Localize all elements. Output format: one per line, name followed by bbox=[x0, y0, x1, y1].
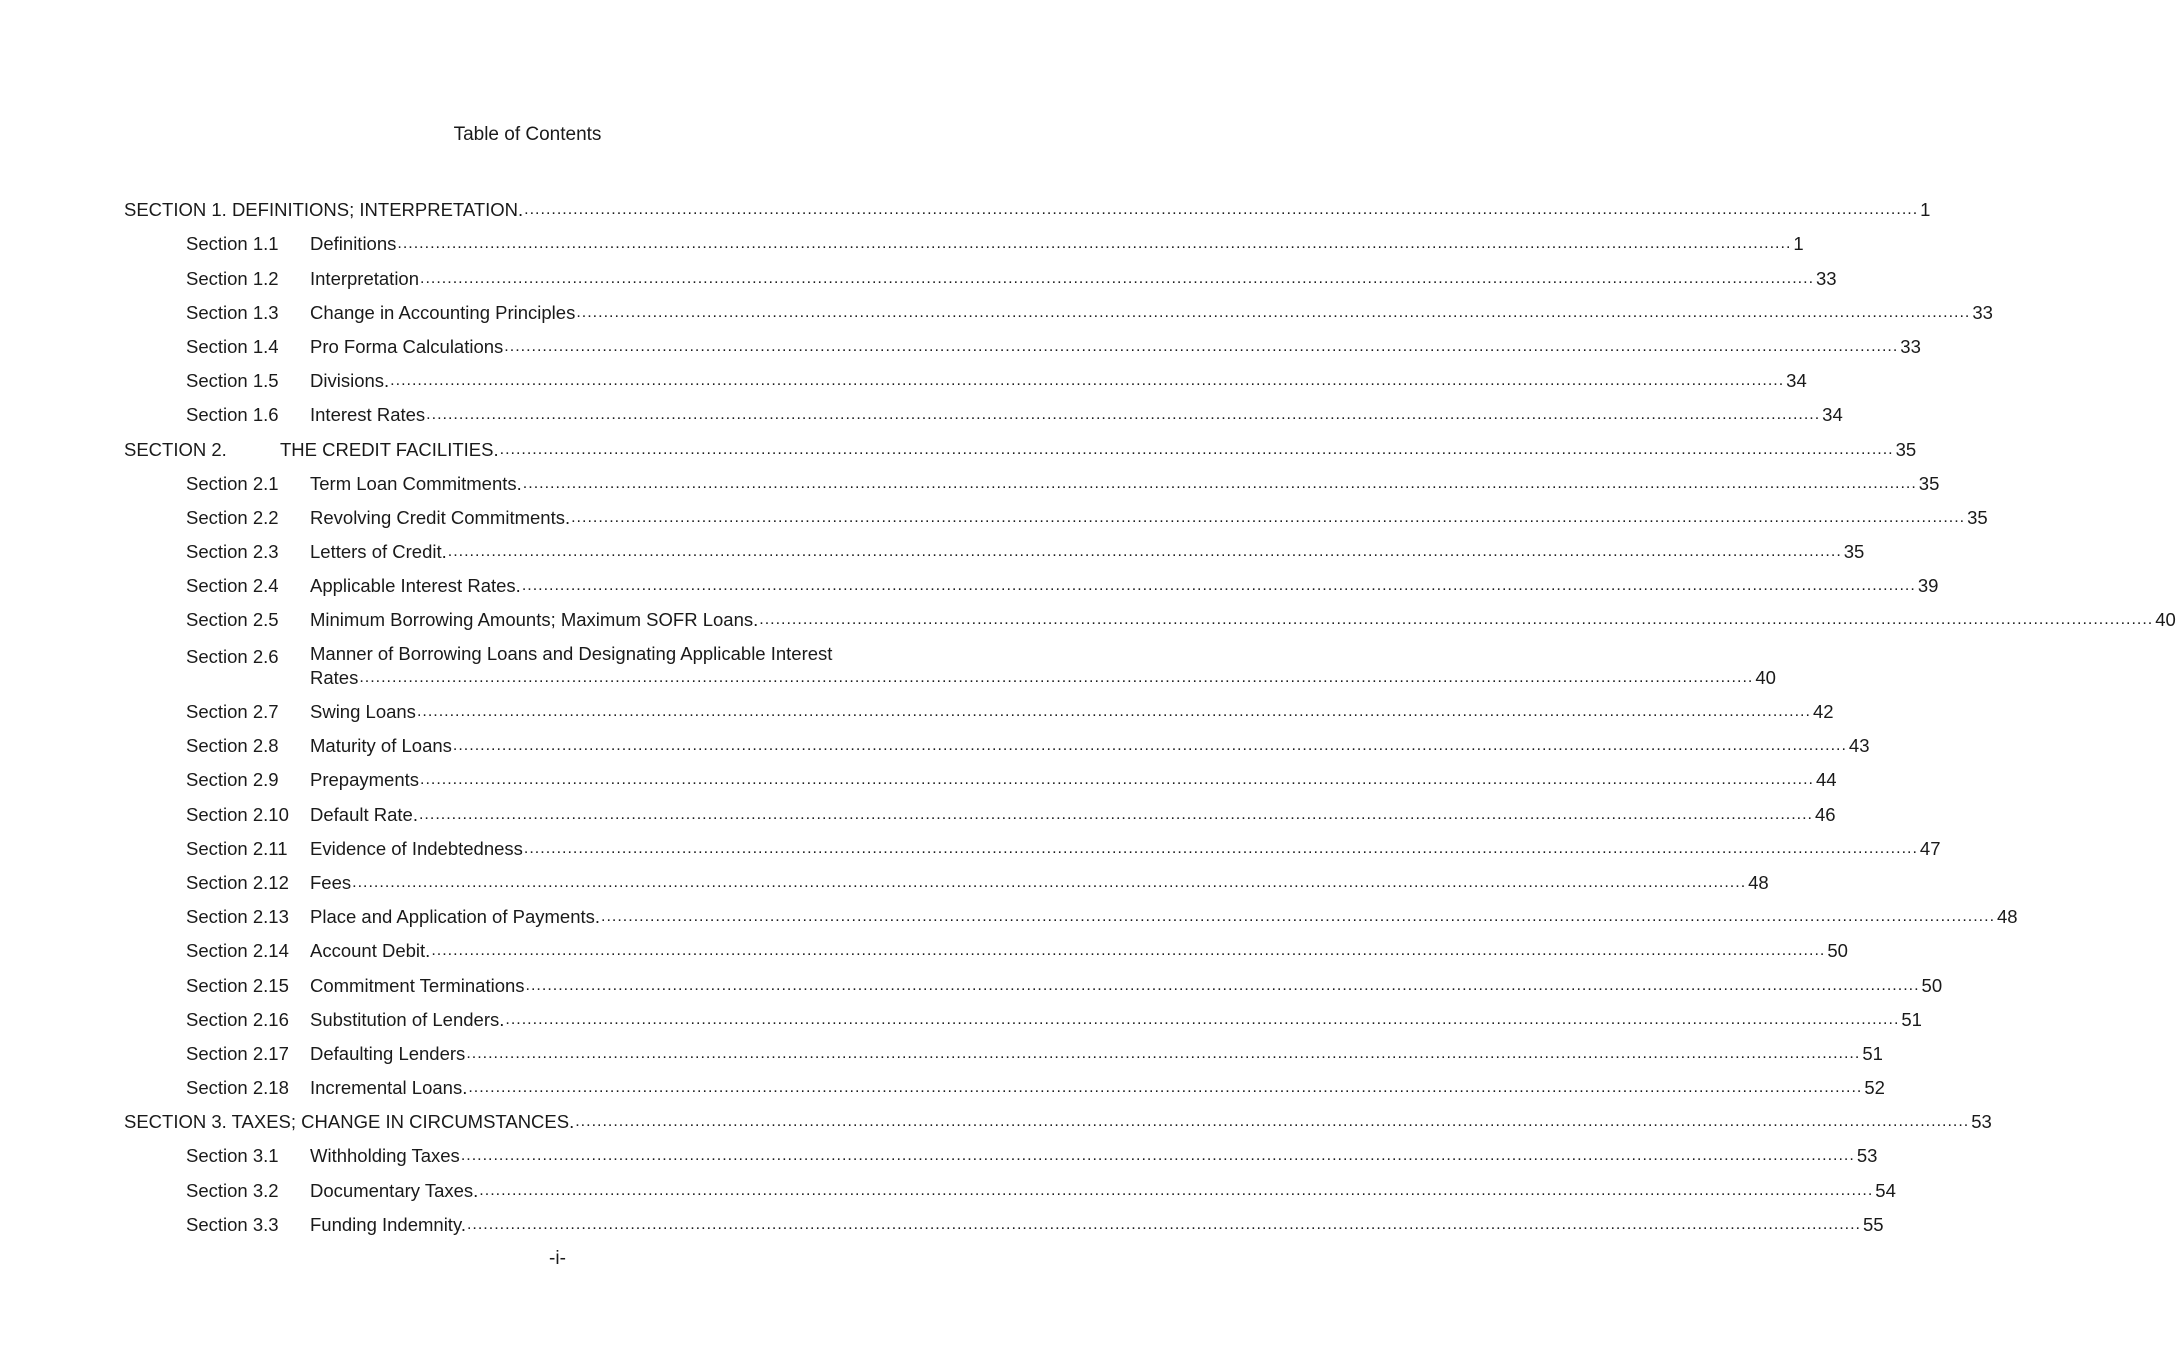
toc-section-number: Section 1.2 bbox=[186, 267, 279, 289]
toc-entry-section-3[interactable] bbox=[124, 1102, 1992, 1136]
toc-page-number: 35 bbox=[1918, 472, 1940, 494]
toc-entry-section-1-6[interactable] bbox=[124, 395, 1843, 429]
toc-entry-label: SECTION 1. DEFINITIONS; INTERPRETATION. bbox=[124, 199, 524, 221]
toc-entry-section-2-6[interactable] bbox=[124, 634, 1776, 691]
toc-section-number: Section 1.3 bbox=[186, 301, 279, 323]
toc-section-title: Prepayments bbox=[310, 769, 419, 791]
toc-entry-section-2-14[interactable] bbox=[124, 931, 1848, 965]
toc-entry-section-2-10[interactable] bbox=[124, 794, 1836, 828]
page-footer-number: -i- bbox=[549, 1248, 566, 1269]
toc-entry-section-1-3[interactable] bbox=[124, 293, 1993, 327]
toc-entry-section-2-9[interactable] bbox=[124, 760, 1837, 794]
dot-leader bbox=[467, 1214, 1861, 1236]
dot-leader bbox=[479, 1180, 1873, 1202]
toc-page-number: 40 bbox=[2155, 609, 2176, 631]
toc-section-title-line-2: Rates bbox=[310, 666, 359, 688]
dot-leader bbox=[420, 769, 1814, 791]
toc-section-number: Section 1.6 bbox=[186, 404, 279, 426]
toc-entry-section-2-16[interactable] bbox=[124, 1000, 1922, 1034]
toc-entry-section-1-5[interactable] bbox=[124, 361, 1807, 395]
toc-entry-section-2-17[interactable] bbox=[124, 1034, 1883, 1068]
toc-section-title: Revolving Credit Commitments. bbox=[310, 506, 571, 528]
toc-section-number: Section 2.16 bbox=[186, 1008, 289, 1030]
toc-section-number: Section 2.18 bbox=[186, 1077, 289, 1099]
dot-leader bbox=[352, 872, 1746, 894]
toc-page-number: 43 bbox=[1848, 735, 1870, 757]
dot-leader bbox=[453, 735, 1847, 757]
toc-section-title: Letters of Credit. bbox=[310, 541, 447, 563]
toc-entry-section-2-7[interactable] bbox=[124, 692, 1834, 726]
dot-leader bbox=[523, 473, 1917, 495]
toc-page-number: 34 bbox=[1822, 404, 1843, 426]
toc-section-title: Interpretation bbox=[310, 267, 420, 289]
toc-entry-section-2-5[interactable] bbox=[124, 600, 2176, 634]
dot-leader bbox=[505, 1009, 1899, 1031]
toc-page-number: 33 bbox=[1816, 267, 1837, 289]
toc-section-title: Pro Forma Calculations bbox=[310, 335, 504, 357]
toc-section-number: Section 2.17 bbox=[186, 1042, 289, 1064]
toc-section-number: Section 2.7 bbox=[186, 701, 279, 723]
toc-page-number: 48 bbox=[1997, 906, 2018, 928]
dot-leader bbox=[522, 575, 1916, 597]
toc-page-number: 54 bbox=[1875, 1179, 1896, 1201]
toc-page-number: 50 bbox=[1921, 974, 1943, 996]
toc-section-title: Term Loan Commitments. bbox=[310, 472, 522, 494]
toc-section-number: Section 2.9 bbox=[186, 769, 279, 791]
toc-page-number: 50 bbox=[1827, 940, 1848, 962]
toc-section-title: Change in Accounting Principles bbox=[310, 301, 576, 323]
dot-leader bbox=[504, 336, 1898, 358]
dot-leader bbox=[417, 701, 1811, 723]
toc-entry-section-2-1[interactable] bbox=[124, 464, 1940, 498]
toc-page-number: 51 bbox=[1901, 1008, 1922, 1030]
toc-entry-section-3-3[interactable] bbox=[124, 1205, 1884, 1239]
toc-page-number: 47 bbox=[1919, 837, 1941, 859]
toc-page-number: 51 bbox=[1862, 1042, 1883, 1064]
toc-page-number: 1 bbox=[1920, 199, 1931, 221]
toc-section-title: Default Rate. bbox=[310, 803, 418, 825]
table-of-contents bbox=[124, 190, 2176, 1239]
toc-section-number: Section 2.10 bbox=[186, 803, 289, 825]
dot-leader bbox=[420, 268, 1814, 290]
toc-section-number: Section 2.11 bbox=[186, 837, 288, 859]
dot-leader bbox=[359, 667, 1753, 689]
toc-page-number: 33 bbox=[1972, 301, 1993, 323]
toc-section-number: Section 2.14 bbox=[186, 940, 289, 962]
dot-leader bbox=[466, 1043, 1860, 1065]
toc-section-number: Section 2.2 bbox=[186, 506, 279, 528]
dot-leader bbox=[575, 1111, 1969, 1133]
toc-section-title: Divisions. bbox=[310, 370, 390, 392]
toc-section-number: Section 2.4 bbox=[186, 575, 279, 597]
toc-section-number: Section 3.2 bbox=[186, 1179, 279, 1201]
toc-section-number: Section 1.1 bbox=[186, 233, 279, 255]
toc-page-number: 53 bbox=[1856, 1145, 1878, 1167]
dot-leader bbox=[390, 370, 1784, 392]
toc-section-number: SECTION 2. bbox=[124, 438, 227, 460]
toc-entry-section-3-2[interactable] bbox=[124, 1170, 1896, 1204]
toc-entry-section-2-15[interactable] bbox=[124, 965, 1943, 999]
toc-section-title: Maturity of Loans bbox=[310, 735, 452, 757]
toc-section-number: Section 2.6 bbox=[186, 646, 279, 668]
toc-section-title: Documentary Taxes. bbox=[310, 1179, 479, 1201]
toc-section-title: Place and Application of Payments. bbox=[310, 906, 601, 928]
toc-entry-section-2-18[interactable] bbox=[124, 1068, 1885, 1102]
toc-page-number: 44 bbox=[1816, 769, 1837, 791]
dot-leader bbox=[448, 541, 1842, 563]
toc-page-number: 33 bbox=[1900, 335, 1921, 357]
toc-section-title: Applicable Interest Rates. bbox=[310, 575, 521, 597]
toc-page-number: 48 bbox=[1748, 871, 1769, 893]
toc-section-number: Section 3.1 bbox=[186, 1145, 279, 1167]
dot-leader bbox=[397, 233, 1791, 255]
toc-entry-section-3-1[interactable] bbox=[124, 1136, 1878, 1170]
toc-section-title: Incremental Loans. bbox=[310, 1077, 468, 1099]
dot-leader bbox=[524, 199, 1918, 221]
page-title: Table of Contents bbox=[453, 124, 602, 145]
toc-section-title: Evidence of Indebtedness bbox=[310, 837, 523, 859]
toc-entry-section-1-4[interactable] bbox=[124, 327, 1921, 361]
toc-section-number: Section 2.5 bbox=[186, 609, 279, 631]
toc-entry-section-2-11[interactable] bbox=[124, 829, 1941, 863]
toc-section-number: Section 1.4 bbox=[186, 335, 279, 357]
toc-entry-label: SECTION 3. TAXES; CHANGE IN CIRCUMSTANCES. bbox=[124, 1111, 575, 1133]
toc-section-title: Swing Loans bbox=[310, 701, 416, 723]
toc-page-number: 39 bbox=[1917, 575, 1939, 597]
toc-section-title: Fees bbox=[310, 871, 352, 893]
dot-leader bbox=[431, 940, 1825, 962]
toc-page-number: 55 bbox=[1862, 1213, 1884, 1235]
toc-section-title: THE CREDIT FACILITIES. bbox=[280, 438, 499, 460]
dot-leader bbox=[461, 1145, 1855, 1167]
toc-entry-section-2-2[interactable] bbox=[124, 498, 1988, 532]
toc-entry-section-1[interactable] bbox=[124, 190, 1931, 224]
toc-section-number: Section 2.12 bbox=[186, 871, 289, 893]
dot-leader bbox=[419, 804, 1813, 826]
toc-section-number: Section 2.1 bbox=[186, 472, 279, 494]
toc-page-number: 42 bbox=[1812, 701, 1834, 723]
toc-entry-section-2-12[interactable] bbox=[124, 863, 1769, 897]
toc-section-number: Section 2.13 bbox=[186, 906, 289, 928]
toc-page-number: 52 bbox=[1864, 1077, 1885, 1099]
dot-leader bbox=[524, 838, 1918, 860]
toc-section-title: Minimum Borrowing Amounts; Maximum SOFR Loans. bbox=[310, 609, 759, 631]
toc-section-number: Section 2.3 bbox=[186, 541, 279, 563]
dot-leader bbox=[426, 404, 1820, 426]
toc-page-number: 53 bbox=[1971, 1111, 1992, 1133]
dot-leader bbox=[526, 975, 1920, 997]
toc-entry-section-2-3[interactable] bbox=[124, 532, 1865, 566]
toc-section-title-line-1: Manner of Borrowing Loans and Designating Applicable Interest bbox=[310, 642, 833, 664]
toc-section-title: Substitution of Lenders. bbox=[310, 1008, 505, 1030]
toc-entry-section-1-1[interactable] bbox=[124, 224, 1804, 258]
toc-section-number: Section 2.15 bbox=[186, 974, 289, 996]
toc-page-number: 35 bbox=[1967, 506, 1988, 528]
toc-section-number: Section 2.8 bbox=[186, 735, 279, 757]
toc-section-number: Section 1.5 bbox=[186, 370, 279, 392]
dot-leader bbox=[468, 1077, 1862, 1099]
dot-leader bbox=[576, 302, 1970, 324]
toc-section-number: Section 3.3 bbox=[186, 1213, 279, 1235]
toc-page-number: 34 bbox=[1786, 370, 1807, 392]
dot-leader bbox=[571, 507, 1965, 529]
toc-page-number: 46 bbox=[1814, 803, 1836, 825]
toc-section-title: Commitment Terminations bbox=[310, 974, 525, 996]
toc-section-title: Withholding Taxes bbox=[310, 1145, 460, 1167]
toc-entry-section-2-13[interactable] bbox=[124, 897, 2018, 931]
toc-page-number: 1 bbox=[1793, 233, 1804, 255]
toc-page-number: 40 bbox=[1755, 666, 1776, 688]
toc-entry-section-2-4[interactable] bbox=[124, 566, 1939, 600]
toc-section-title: Definitions bbox=[310, 233, 397, 255]
toc-entry-section-2-8[interactable] bbox=[124, 726, 1870, 760]
toc-page-number: 35 bbox=[1843, 541, 1865, 563]
toc-section-title: Defaulting Lenders bbox=[310, 1042, 466, 1064]
toc-page-number: 35 bbox=[1895, 438, 1917, 460]
toc-entry-section-1-2[interactable] bbox=[124, 258, 1837, 292]
dot-leader bbox=[601, 906, 1995, 928]
dot-leader bbox=[759, 609, 2153, 631]
toc-section-title: Funding Indemnity. bbox=[310, 1213, 466, 1235]
toc-section-title: Account Debit. bbox=[310, 940, 431, 962]
toc-section-title: Interest Rates bbox=[310, 404, 426, 426]
toc-entry-section-2[interactable] bbox=[124, 429, 1917, 463]
dot-leader bbox=[500, 439, 1894, 461]
